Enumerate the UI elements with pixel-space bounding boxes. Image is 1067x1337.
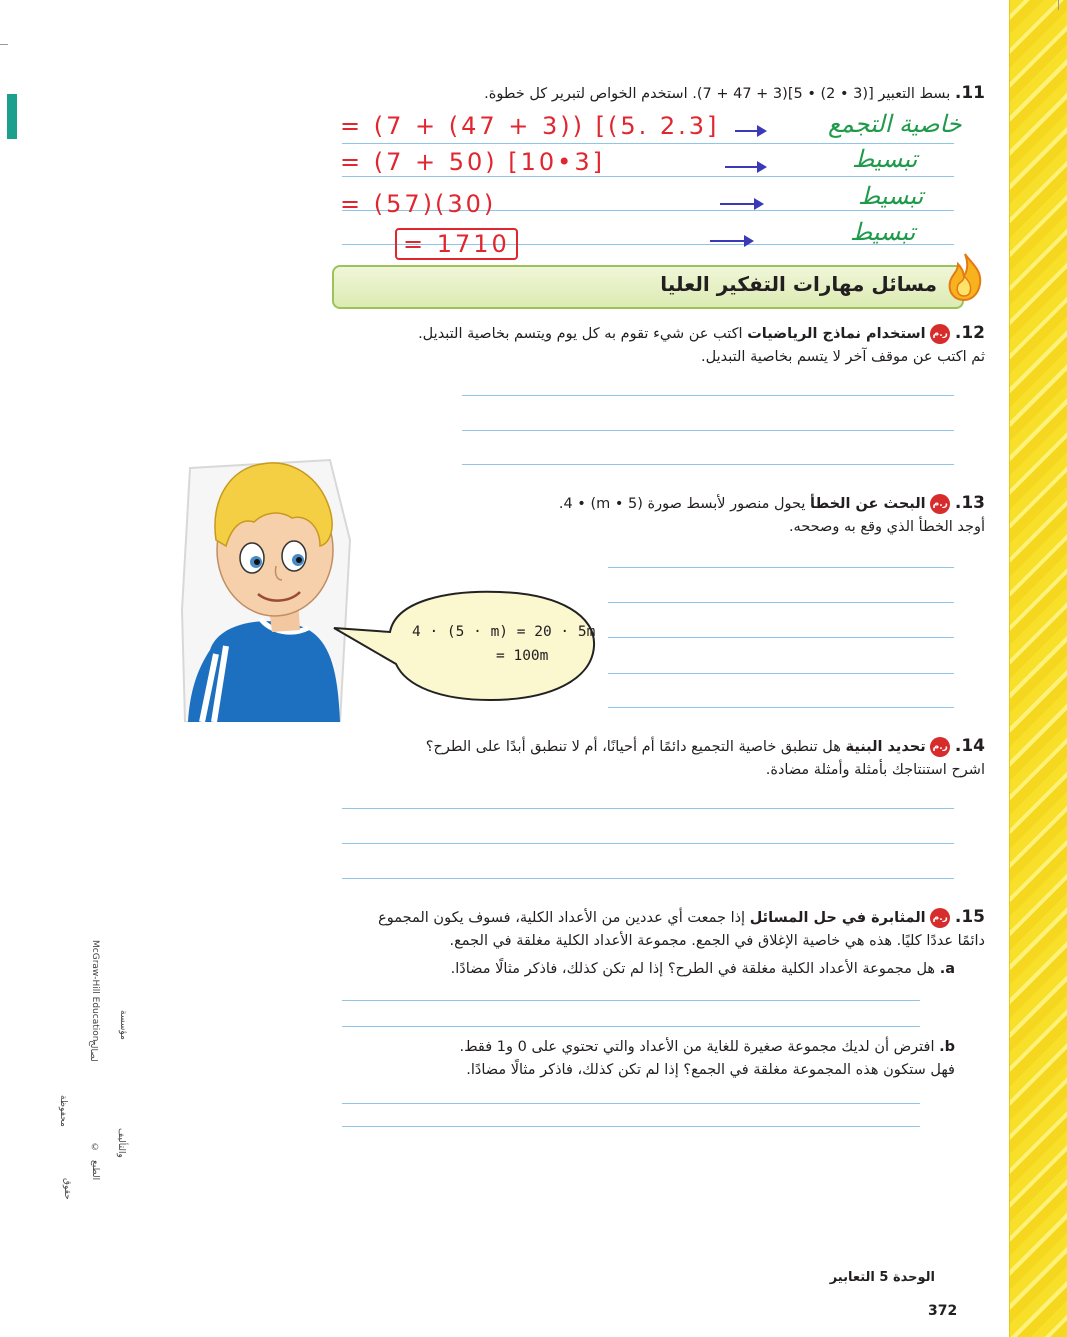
q11-reason-3: تبسيط	[858, 182, 924, 210]
q12-line1: اكتب عن شيء تقوم به كل يوم ويتسم بخاصية التبديل.	[418, 326, 743, 342]
copyright-for: لصالح	[88, 1040, 98, 1062]
answer-line	[342, 808, 954, 809]
arrow-icon	[710, 240, 752, 242]
q11-final-answer: = 1710	[395, 228, 518, 260]
answer-line	[342, 143, 954, 144]
q15-part-b	[355, 1036, 955, 1082]
q14-heading: تحديد البنية	[845, 739, 926, 755]
part-a-label: a.	[939, 961, 955, 977]
q15-line2: دائمًا عددًا كليًا. هذه هي خاصية الإغلاق في الجمع. مجموعة الأعداد الكلية مغلقة في الجمع.	[449, 933, 985, 949]
q13-line1: يحول منصور لأبسط صورة (m • 5) • 4.	[558, 496, 806, 512]
flame-icon	[942, 252, 988, 302]
answer-line	[462, 395, 954, 396]
answer-line	[342, 843, 954, 844]
answer-line	[608, 602, 954, 603]
decorative-side-stripe	[1009, 0, 1067, 1337]
answer-line	[608, 567, 954, 568]
answer-line	[608, 707, 954, 708]
answer-line	[462, 464, 954, 465]
q14-line1: هل تنطبق خاصية التجميع دائمًا أم أحيانًا، أم لا تنطبق أبدًا على الطرح؟	[425, 739, 841, 755]
banner-title: مسائل مهارات التفكير العليا	[660, 272, 937, 296]
q15-heading: المثابرة في حل المسائل	[749, 910, 926, 926]
q11-prompt	[385, 82, 985, 106]
q14-line2: اشرح استنتاجك بأمثلة وأمثلة مضادة.	[765, 762, 985, 778]
q15-prompt	[365, 906, 985, 953]
q11-reason-1: خاصية التجمع	[828, 110, 962, 138]
q11-work-step-3: = (57)(30)	[340, 190, 497, 218]
answer-line	[608, 673, 954, 674]
q15-number: 15.	[954, 907, 985, 927]
copyright-reserved: محفوظة	[58, 1095, 68, 1127]
crop-mark	[1058, 0, 1059, 10]
q11-work-step-1: = (7 + (47 + 3)) [(5. 2.3]	[340, 112, 720, 140]
q15-line1: إذا جمعت أي عددين من الأعداد الكلية، فسوف يكون المجموع	[378, 910, 746, 926]
copyright-symbol: ©	[90, 1143, 100, 1153]
q13-line2: أوجد الخطأ الذي وقع به وصححه.	[788, 519, 985, 535]
speech-bubble	[330, 586, 600, 706]
arrow-icon	[720, 203, 762, 205]
q13-prompt	[465, 492, 985, 539]
copyright-rights: حقوق	[62, 1178, 72, 1200]
practice-badge: ر.م	[930, 494, 950, 514]
answer-line	[342, 1000, 920, 1001]
answer-line	[608, 637, 954, 638]
arrow-icon	[725, 166, 765, 168]
practice-badge: ر.م	[930, 324, 950, 344]
copyright-institution: مؤسسة	[118, 1010, 128, 1040]
q14-prompt	[365, 735, 985, 782]
footer-unit: الوحدة 5 التعابير	[829, 1270, 935, 1285]
bubble-line-1: 4 · (5 · m) = 20 · 5m	[412, 624, 596, 640]
q13-number: 13.	[954, 493, 985, 513]
crop-mark	[0, 44, 8, 45]
copyright-printing: الطبع	[90, 1160, 100, 1181]
q12-number: 12.	[954, 323, 985, 343]
practice-badge: ر.م	[930, 908, 950, 928]
q13-heading: البحث عن الخطأ	[810, 496, 926, 512]
answer-line	[342, 1103, 920, 1104]
section-marker	[7, 94, 17, 139]
q11-reason-4: تبسيط	[850, 218, 916, 246]
q14-number: 14.	[954, 736, 985, 756]
q11-number: 11.	[954, 83, 985, 103]
copyright-publisher: McGraw-Hill Education	[90, 940, 100, 1042]
q11-work-step-2: = (7 + 50) [10•3]	[340, 148, 605, 176]
part-b-line1: افترض أن لديك مجموعة صغيرة للغاية من الأعداد والتي تحتوي على 0 و1 فقط.	[459, 1039, 935, 1055]
q15-part-a	[355, 958, 955, 981]
part-b-line2: فهل ستكون هذه المجموعة مغلقة في الجمع؟ إذا لم تكن كذلك، فاذكر مثالًا مضادًا.	[466, 1062, 955, 1078]
q11-reason-2: تبسيط	[852, 145, 918, 173]
answer-line	[342, 1026, 920, 1027]
page-number: 372	[928, 1303, 958, 1319]
q11-text: بسط التعبير [(3 • 2) • 5](3 + 47 + 7). استخدم الخواص لتبرير كل خطوة.	[484, 86, 951, 102]
part-a-text: هل مجموعة الأعداد الكلية مغلقة في الطرح؟ إذا لم تكن كذلك، فاذكر مثالًا مضادًا.	[450, 961, 936, 977]
arrow-icon	[735, 130, 765, 132]
answer-line	[342, 176, 954, 177]
part-b-label: b.	[939, 1039, 955, 1055]
answer-line	[342, 1126, 920, 1127]
copyright-authorship: والتأليف	[116, 1128, 126, 1158]
bubble-line-2: = 100m	[496, 648, 549, 664]
q12-heading: استخدام نماذج الرياضيات	[747, 326, 926, 342]
q12-prompt	[385, 322, 985, 369]
answer-line	[342, 878, 954, 879]
answer-line	[462, 430, 954, 431]
practice-badge: ر.م	[930, 737, 950, 757]
q12-line2: ثم اكتب عن موقف آخر لا يتسم بخاصية التبديل.	[701, 349, 985, 365]
